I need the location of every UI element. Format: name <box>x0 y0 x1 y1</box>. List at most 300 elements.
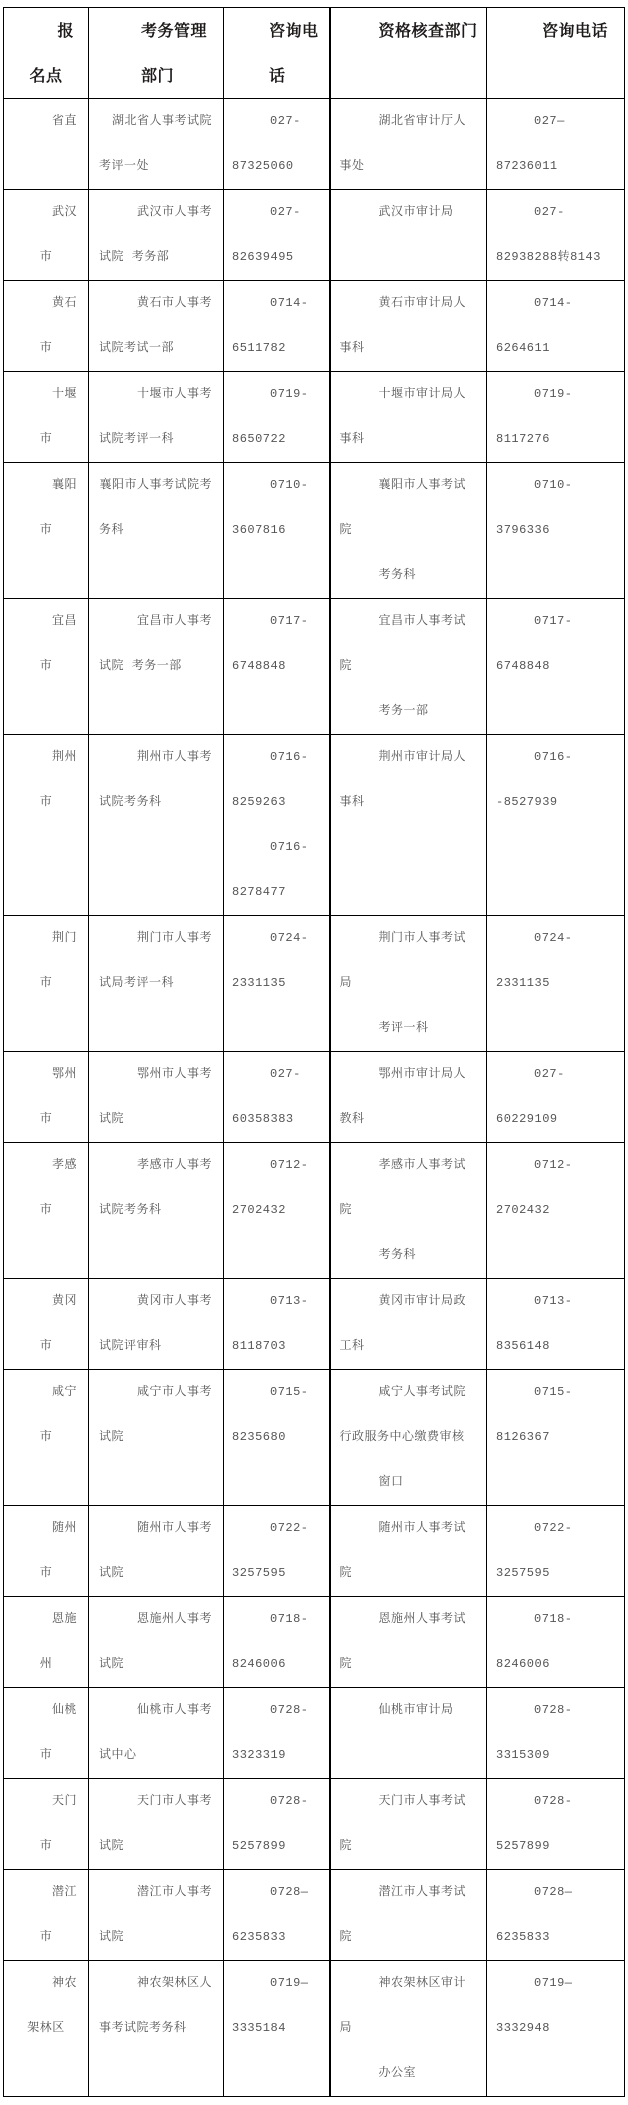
cell-exam-dept <box>89 1052 224 1143</box>
cell-line: 8117276 <box>496 432 550 446</box>
cell-line: 0719- <box>270 387 309 401</box>
cell-line: 0713- <box>270 1294 309 1308</box>
cell-exam-phone <box>224 1506 330 1597</box>
cell-exam-dept <box>89 1143 224 1279</box>
cell-exam-phone <box>224 1143 330 1279</box>
cell-line: 027- <box>270 205 301 219</box>
table-row <box>4 1370 625 1506</box>
cell-exam-dept <box>89 99 224 190</box>
cell-line: 办公室 <box>378 2066 417 2080</box>
cell-line: 市 <box>39 523 53 537</box>
cell-review-dept <box>330 1870 487 1961</box>
cell-exam-phone <box>224 1779 330 1870</box>
cell-line: 82938288转8143 <box>496 250 601 264</box>
cell-line: 十堰 <box>51 387 77 401</box>
cell-line: 试院 <box>99 1112 125 1126</box>
cell-line: 随州市人事考 <box>136 1521 212 1535</box>
cell-exam-phone <box>224 99 330 190</box>
cell-line: 黄石 <box>51 296 77 310</box>
cell-line: 试院考评一科 <box>99 432 175 446</box>
table-row <box>4 190 625 281</box>
cell-review-dept <box>330 281 487 372</box>
cell-line: 天门市人事考试 <box>378 1794 467 1808</box>
cell-line: 027- <box>270 114 301 128</box>
cell-line: 8126367 <box>496 1430 550 1444</box>
table-row <box>4 599 625 735</box>
cell-exam-phone <box>224 1688 330 1779</box>
cell-location <box>4 1779 89 1870</box>
cell-line: 架林区 <box>27 2021 65 2035</box>
cell-line: 3796336 <box>496 523 550 537</box>
cell-location <box>4 1143 89 1279</box>
cell-line: 荆州 <box>51 750 77 764</box>
cell-line: 恩施州人事考 <box>136 1612 212 1626</box>
cell-line: 考评一科 <box>378 1021 429 1035</box>
cell-review-dept <box>330 463 487 599</box>
cell-location <box>4 1961 89 2097</box>
cell-exam-phone <box>224 1961 330 2097</box>
cell-exam-dept <box>89 1870 224 1961</box>
cell-exam-phone <box>224 190 330 281</box>
cell-line: 咸宁 <box>51 1385 77 1399</box>
cell-line: 0716- <box>270 750 309 764</box>
cell-line: 试院考试一部 <box>99 341 175 355</box>
cell-location <box>4 1597 89 1688</box>
table-row <box>4 916 625 1052</box>
cell-line: 神农 <box>51 1976 77 1990</box>
cell-exam-phone <box>224 1597 330 1688</box>
cell-line: 市 <box>39 1748 53 1762</box>
cell-location <box>4 1688 89 1779</box>
cell-line: 随州 <box>51 1521 77 1535</box>
cell-line: 6235833 <box>232 1930 286 1944</box>
cell-line: 天门市人事考 <box>136 1794 212 1808</box>
cell-line: 荆州市人事考 <box>136 750 212 764</box>
cell-exam-phone <box>224 1052 330 1143</box>
cell-line: 试院 <box>99 1930 125 1944</box>
cell-location <box>4 1279 89 1370</box>
cell-line: 试院 考务一部 <box>99 659 182 673</box>
table-row <box>4 372 625 463</box>
cell-line: 教科 <box>339 1112 365 1126</box>
cell-line: 0717- <box>270 614 309 628</box>
cell-line: 仙桃市人事考 <box>136 1703 212 1717</box>
cell-line: 6748848 <box>496 659 550 673</box>
cell-exam-dept <box>89 916 224 1052</box>
cell-exam-dept <box>89 1961 224 2097</box>
cell-review-dept <box>330 599 487 735</box>
cell-line: 0728- <box>534 1703 573 1717</box>
cell-line: 027- <box>534 205 565 219</box>
cell-line: 试院评审科 <box>99 1339 162 1353</box>
cell-exam-phone <box>224 281 330 372</box>
table-row <box>4 1597 625 1688</box>
cell-line: 恩施 <box>51 1612 77 1626</box>
cell-review-phone <box>487 1143 625 1279</box>
cell-line: 工科 <box>339 1339 365 1353</box>
cell-line: 市 <box>39 341 53 355</box>
header-label-line: 咨询电话 <box>542 21 609 40</box>
cell-line: 考务科 <box>378 1248 417 1262</box>
table-row <box>4 281 625 372</box>
cell-line: 2331135 <box>232 976 286 990</box>
cell-line: 市 <box>39 1566 53 1580</box>
cell-review-phone <box>487 1688 625 1779</box>
cell-line: 市 <box>39 976 53 990</box>
cell-line: 务科 <box>99 523 125 537</box>
cell-line: 市 <box>39 432 53 446</box>
cell-line: 院 <box>339 1657 353 1671</box>
cell-exam-dept <box>89 281 224 372</box>
cell-line: 8246006 <box>496 1657 550 1671</box>
cell-line: 市 <box>39 250 53 264</box>
cell-line: 027- <box>270 1067 301 1081</box>
cell-line: 武汉市审计局 <box>378 205 454 219</box>
cell-line: 0728— <box>534 1885 573 1899</box>
cell-line: 3257595 <box>232 1566 286 1580</box>
cell-line: 0712- <box>270 1158 309 1172</box>
cell-review-phone <box>487 599 625 735</box>
cell-line: 仙桃 <box>51 1703 77 1717</box>
cell-review-phone <box>487 99 625 190</box>
cell-line: 市 <box>39 1839 53 1853</box>
cell-review-phone <box>487 1052 625 1143</box>
cell-line: 试院考务科 <box>99 1203 162 1217</box>
cell-line: 0724- <box>270 931 309 945</box>
cell-line: 随州市人事考试 <box>378 1521 467 1535</box>
cell-line: 3323319 <box>232 1748 286 1762</box>
cell-line: 市 <box>39 1430 53 1444</box>
cell-line: 60229109 <box>496 1112 558 1126</box>
cell-line: 院 <box>339 1930 353 1944</box>
cell-line: 5257899 <box>496 1839 550 1853</box>
cell-location <box>4 99 89 190</box>
cell-location <box>4 735 89 916</box>
cell-line: 试院考务科 <box>99 795 162 809</box>
cell-exam-phone <box>224 372 330 463</box>
table-row <box>4 463 625 599</box>
cell-line: 荆门市人事考试 <box>378 931 467 945</box>
cell-line: 0716- <box>270 840 309 854</box>
cell-line: 局 <box>339 976 353 990</box>
cell-exam-dept <box>89 1279 224 1370</box>
cell-line: 行政服务中心缴费审核 <box>339 1430 465 1444</box>
header-review-dept <box>330 8 487 99</box>
cell-exam-phone <box>224 1279 330 1370</box>
cell-line: 事科 <box>339 795 365 809</box>
header-row <box>4 8 625 99</box>
cell-line: 0715- <box>270 1385 309 1399</box>
cell-line: 院 <box>339 1839 353 1853</box>
cell-line: 027— <box>534 114 565 128</box>
cell-line: 8650722 <box>232 432 286 446</box>
table-header <box>4 8 625 99</box>
cell-line: 局 <box>339 2021 353 2035</box>
cell-location <box>4 463 89 599</box>
cell-line: 市 <box>39 1930 53 1944</box>
cell-exam-dept <box>89 599 224 735</box>
cell-line: 荆门市人事考 <box>136 931 212 945</box>
cell-line: 0718- <box>270 1612 309 1626</box>
cell-line: 3315309 <box>496 1748 550 1762</box>
cell-line: 事科 <box>339 432 365 446</box>
cell-line: 8118703 <box>232 1339 286 1353</box>
cell-review-dept <box>330 1597 487 1688</box>
cell-line: 院 <box>339 1566 353 1580</box>
cell-line: 十堰市审计局人 <box>378 387 467 401</box>
contact-table <box>3 7 625 2097</box>
cell-line: 8356148 <box>496 1339 550 1353</box>
cell-line: 潜江市人事考试 <box>378 1885 467 1899</box>
cell-line: -8527939 <box>496 795 558 809</box>
cell-review-phone <box>487 1870 625 1961</box>
header-label-line: 考务管理 <box>141 21 208 40</box>
table-row <box>4 1279 625 1370</box>
cell-line: 市 <box>39 795 53 809</box>
cell-line: 6748848 <box>232 659 286 673</box>
cell-review-dept <box>330 1052 487 1143</box>
cell-line: 0712- <box>534 1158 573 1172</box>
cell-line: 0719— <box>534 1976 573 1990</box>
cell-line: 鄂州市审计局人 <box>378 1067 467 1081</box>
cell-line: 试院 <box>99 1430 125 1444</box>
cell-line: 咸宁人事考试院 <box>378 1385 467 1399</box>
cell-line: 0722- <box>270 1521 309 1535</box>
cell-line: 孝感市人事考 <box>136 1158 212 1172</box>
cell-review-dept <box>330 1506 487 1597</box>
cell-exam-phone <box>224 1870 330 1961</box>
cell-line: 2702432 <box>496 1203 550 1217</box>
cell-line: 0715- <box>534 1385 573 1399</box>
cell-line: 考评一处 <box>99 159 150 173</box>
cell-line: 武汉市人事考 <box>136 205 212 219</box>
cell-line: 院 <box>339 523 353 537</box>
cell-line: 事考试院考务科 <box>99 2021 187 2035</box>
cell-line: 恩施州人事考试 <box>378 1612 467 1626</box>
cell-review-dept <box>330 1279 487 1370</box>
cell-line: 州 <box>39 1657 53 1671</box>
cell-line: 鄂州 <box>51 1067 77 1081</box>
cell-line: 0719- <box>534 387 573 401</box>
cell-line: 院 <box>339 659 353 673</box>
cell-line: 0719— <box>270 1976 309 1990</box>
table-row <box>4 99 625 190</box>
header-exam-dept <box>89 8 224 99</box>
cell-exam-dept <box>89 1597 224 1688</box>
cell-location <box>4 281 89 372</box>
cell-line: 湖北省审计厅人 <box>378 114 467 128</box>
cell-line: 0714- <box>270 296 309 310</box>
cell-line: 60358383 <box>232 1112 294 1126</box>
cell-line: 0728- <box>270 1794 309 1808</box>
cell-review-dept <box>330 1370 487 1506</box>
cell-exam-dept <box>89 1370 224 1506</box>
cell-line: 6511782 <box>232 341 286 355</box>
cell-line: 仙桃市审计局 <box>378 1703 454 1717</box>
cell-exam-dept <box>89 190 224 281</box>
cell-exam-phone <box>224 463 330 599</box>
cell-line: 神农架林区审计 <box>378 1976 467 1990</box>
cell-review-phone <box>487 463 625 599</box>
cell-exam-dept <box>89 735 224 916</box>
cell-exam-dept <box>89 463 224 599</box>
cell-line: 襄阳市人事考试院考 <box>99 478 212 492</box>
table-row <box>4 1052 625 1143</box>
cell-location <box>4 599 89 735</box>
cell-location <box>4 1870 89 1961</box>
cell-line: 0728- <box>534 1794 573 1808</box>
cell-line: 黄石市人事考 <box>136 296 212 310</box>
header-label-line: 资格核查部门 <box>378 21 478 40</box>
cell-line: 荆门 <box>51 931 77 945</box>
cell-line: 宜昌 <box>51 614 77 628</box>
cell-line: 潜江市人事考 <box>136 1885 212 1899</box>
cell-line: 0728— <box>270 1885 309 1899</box>
cell-line: 潜江 <box>51 1885 77 1899</box>
cell-line: 襄阳 <box>51 478 77 492</box>
cell-line: 武汉 <box>51 205 77 219</box>
cell-line: 襄阳市人事考试 <box>378 478 467 492</box>
cell-review-dept <box>330 1779 487 1870</box>
cell-review-phone <box>487 1506 625 1597</box>
cell-review-phone <box>487 1597 625 1688</box>
cell-line: 黄冈市人事考 <box>136 1294 212 1308</box>
cell-review-phone <box>487 1370 625 1506</box>
cell-line: 黄石市审计局人 <box>378 296 467 310</box>
cell-line: 事科 <box>339 341 365 355</box>
cell-line: 8246006 <box>232 1657 286 1671</box>
cell-review-dept <box>330 1143 487 1279</box>
cell-line: 市 <box>39 1112 53 1126</box>
cell-exam-phone <box>224 735 330 916</box>
header-exam-phone <box>224 8 330 99</box>
cell-line: 2702432 <box>232 1203 286 1217</box>
cell-line: 院 <box>339 1203 353 1217</box>
table-row <box>4 1506 625 1597</box>
cell-line: 考务科 <box>378 568 417 582</box>
cell-review-phone <box>487 372 625 463</box>
cell-line: 5257899 <box>232 1839 286 1853</box>
cell-exam-dept <box>89 1688 224 1779</box>
table-row <box>4 735 625 916</box>
cell-line: 十堰市人事考 <box>136 387 212 401</box>
cell-line: 咸宁市人事考 <box>136 1385 212 1399</box>
table-row <box>4 1143 625 1279</box>
cell-line: 87325060 <box>232 159 294 173</box>
cell-review-dept <box>330 190 487 281</box>
cell-review-dept <box>330 99 487 190</box>
cell-location <box>4 1052 89 1143</box>
cell-location <box>4 916 89 1052</box>
cell-line: 宜昌市人事考 <box>136 614 212 628</box>
cell-line: 宜昌市人事考试 <box>378 614 467 628</box>
cell-line: 87236011 <box>496 159 558 173</box>
cell-exam-dept <box>89 1506 224 1597</box>
cell-line: 0717- <box>534 614 573 628</box>
cell-line: 0724- <box>534 931 573 945</box>
cell-line: 窗口 <box>378 1475 404 1489</box>
table-row <box>4 1779 625 1870</box>
cell-line: 8278477 <box>232 885 286 899</box>
cell-line: 0728- <box>270 1703 309 1717</box>
cell-line: 试中心 <box>99 1748 137 1762</box>
cell-location <box>4 1506 89 1597</box>
cell-line: 荆州市审计局人 <box>378 750 467 764</box>
cell-review-dept <box>330 1688 487 1779</box>
cell-line: 0710- <box>270 478 309 492</box>
header-label-line: 名点 <box>29 66 63 85</box>
cell-line: 0710- <box>534 478 573 492</box>
cell-exam-phone <box>224 599 330 735</box>
header-review-phone <box>487 8 625 99</box>
cell-line: 鄂州市人事考 <box>136 1067 212 1081</box>
table-row <box>4 1688 625 1779</box>
cell-review-phone <box>487 1779 625 1870</box>
cell-line: 2331135 <box>496 976 550 990</box>
cell-location <box>4 372 89 463</box>
cell-line: 6235833 <box>496 1930 550 1944</box>
cell-line: 0718- <box>534 1612 573 1626</box>
cell-line: 考务一部 <box>378 704 429 718</box>
header-label-line: 部门 <box>141 66 175 85</box>
cell-line: 3257595 <box>496 1566 550 1580</box>
cell-line: 0714- <box>534 296 573 310</box>
cell-review-phone <box>487 281 625 372</box>
cell-line: 8259263 <box>232 795 286 809</box>
header-label-line: 报 <box>57 21 74 40</box>
cell-review-phone <box>487 735 625 916</box>
cell-line: 0716- <box>534 750 573 764</box>
cell-location <box>4 1370 89 1506</box>
cell-line: 神农架林区人 <box>136 1976 212 1990</box>
cell-exam-dept <box>89 372 224 463</box>
table-body <box>4 99 625 2097</box>
cell-line: 试院 <box>99 1657 125 1671</box>
cell-line: 孝感 <box>51 1158 77 1172</box>
cell-line: 试院 <box>99 1839 125 1853</box>
cell-location <box>4 190 89 281</box>
header-label-line: 话 <box>269 66 286 85</box>
cell-line: 6264611 <box>496 341 550 355</box>
table-row <box>4 1961 625 2097</box>
cell-review-phone <box>487 1961 625 2097</box>
cell-line: 市 <box>39 659 53 673</box>
cell-line: 事处 <box>339 159 365 173</box>
cell-line: 3332948 <box>496 2021 550 2035</box>
cell-exam-phone <box>224 916 330 1052</box>
cell-line: 天门 <box>51 1794 77 1808</box>
cell-line: 孝感市人事考试 <box>378 1158 467 1172</box>
cell-line: 试院 <box>99 1566 125 1580</box>
cell-line: 3607816 <box>232 523 286 537</box>
cell-line: 湖北省人事考试院 <box>111 114 212 128</box>
header-label-line: 咨询电 <box>269 21 319 40</box>
cell-exam-phone <box>224 1370 330 1506</box>
cell-line: 市 <box>39 1339 53 1353</box>
table-row <box>4 1870 625 1961</box>
cell-review-dept <box>330 1961 487 2097</box>
cell-line: 0722- <box>534 1521 573 1535</box>
cell-review-phone <box>487 1279 625 1370</box>
cell-line: 3335184 <box>232 2021 286 2035</box>
header-location <box>4 8 89 99</box>
cell-review-phone <box>487 190 625 281</box>
cell-line: 027- <box>534 1067 565 1081</box>
cell-line: 省直 <box>51 114 77 128</box>
cell-line: 试院 考务部 <box>99 250 170 264</box>
cell-line: 8235680 <box>232 1430 286 1444</box>
cell-line: 试局考评一科 <box>99 976 175 990</box>
